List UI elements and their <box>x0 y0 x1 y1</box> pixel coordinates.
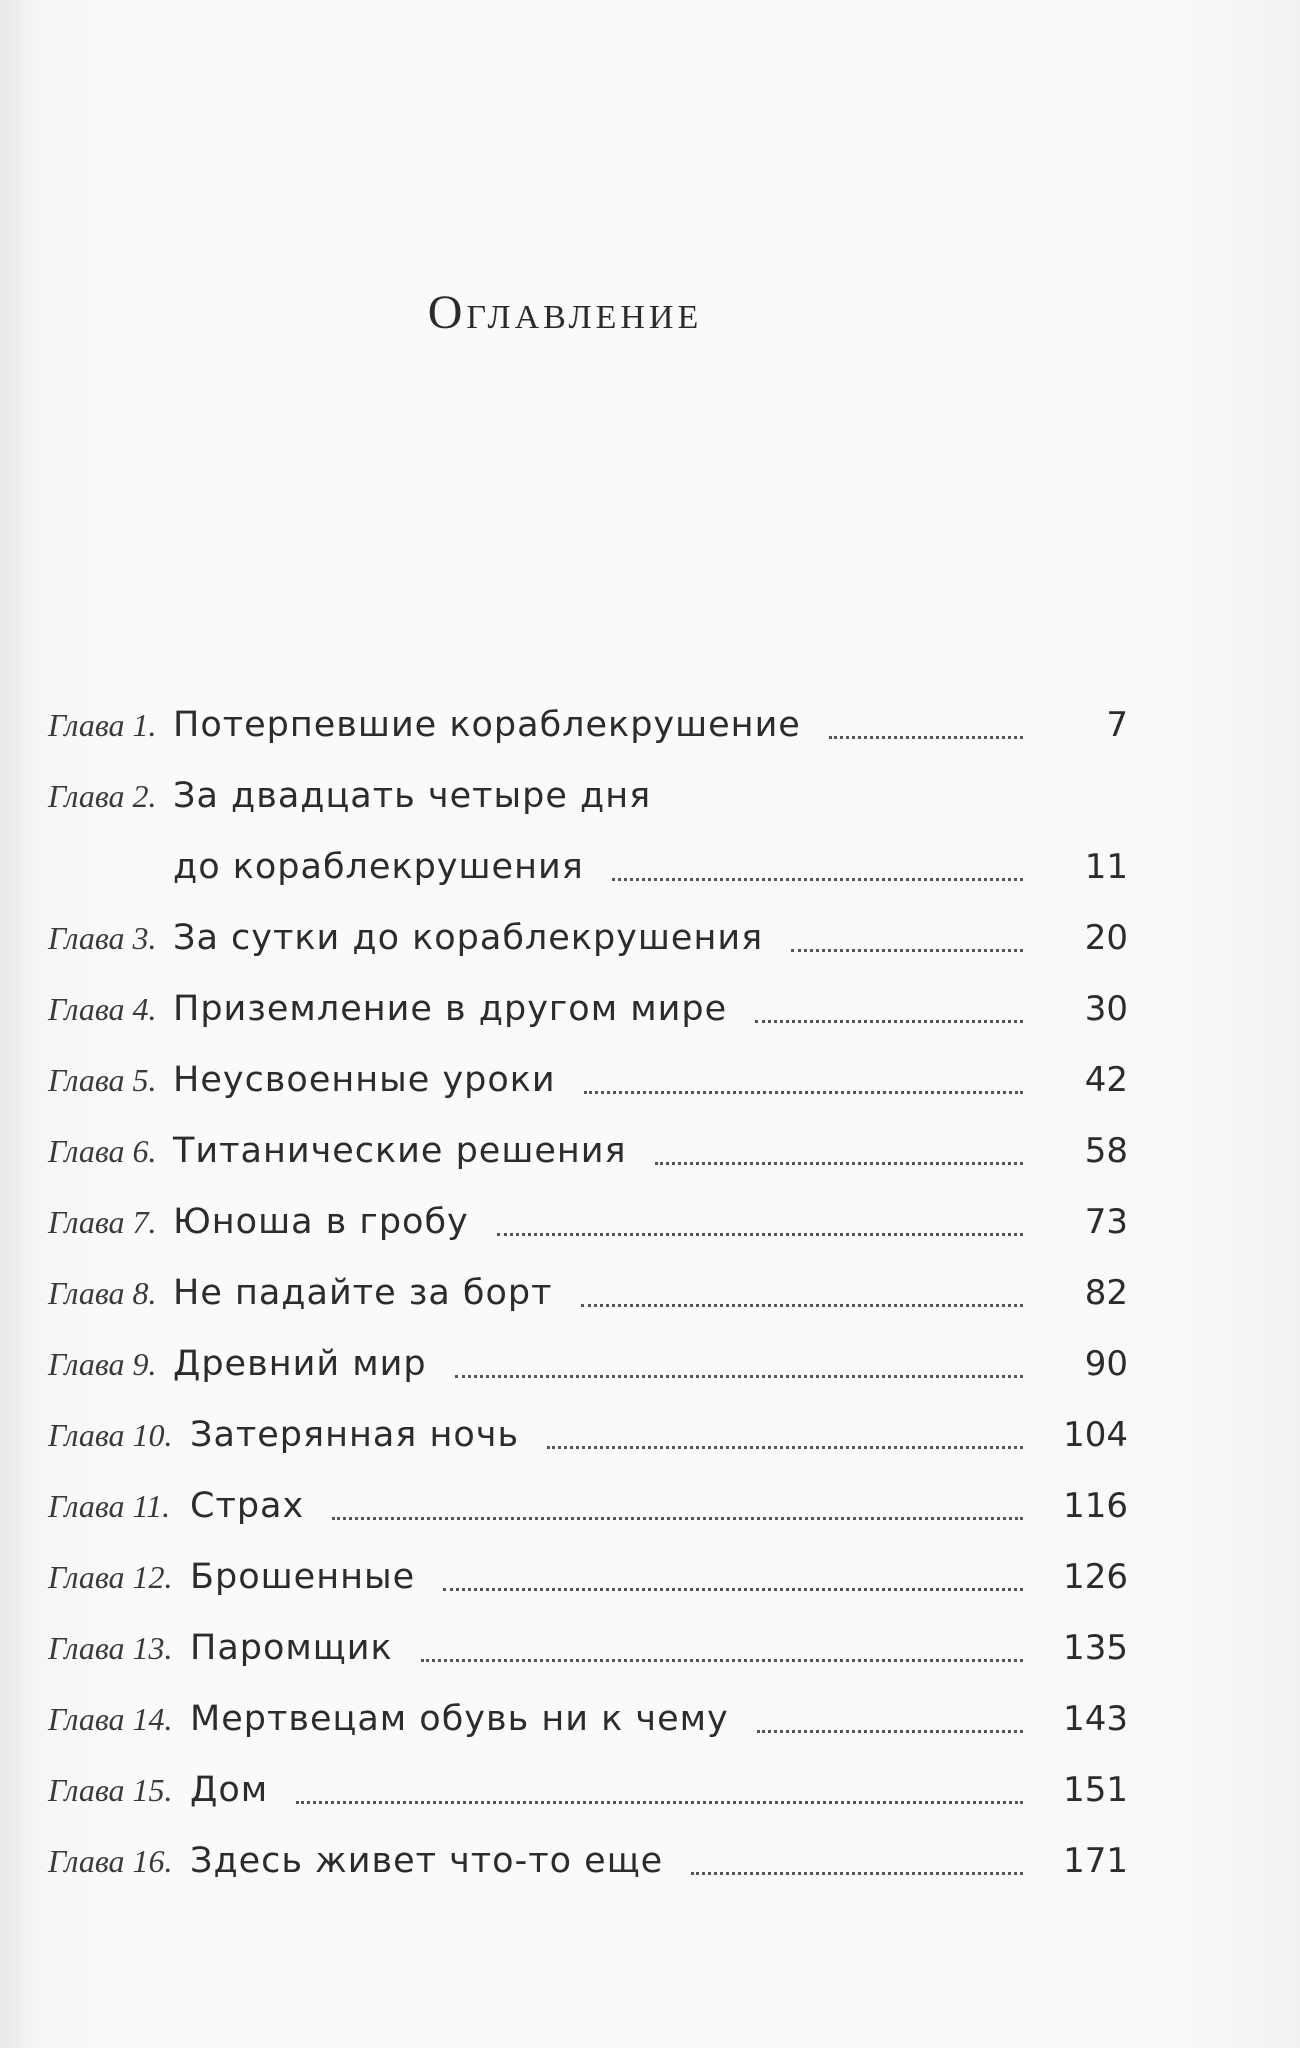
toc-entry <box>48 1542 1128 1613</box>
chapter-title: Титанические решения <box>173 1131 627 1171</box>
toc-entry <box>48 1400 1128 1471</box>
page-number: 58 <box>1084 1131 1128 1171</box>
dot-leader <box>584 1089 1023 1094</box>
chapter-title: Затерянная ночь <box>190 1415 520 1455</box>
chapter-label: Глава 16. <box>48 1843 173 1879</box>
chapter-title: Неусвоенные уроки <box>173 1060 556 1100</box>
chapter-title: Здесь живет что-то еще <box>190 1841 664 1881</box>
chapter-label: Глава 14. <box>48 1701 173 1737</box>
chapter-title: Приземление в другом мире <box>173 989 728 1029</box>
table-of-contents <box>48 690 1128 1897</box>
chapter-label: Глава 5. <box>48 1062 157 1098</box>
toc-entry <box>48 1187 1128 1258</box>
toc-entry <box>48 1684 1128 1755</box>
chapter-label: Глава 11. <box>48 1488 171 1524</box>
page-number: 42 <box>1084 1060 1128 1100</box>
page-number: 135 <box>1063 1628 1128 1668</box>
chapter-label: Глава 15. <box>48 1772 173 1808</box>
chapter-title: Страх <box>190 1486 305 1526</box>
toc-entry <box>48 761 1128 903</box>
dot-leader <box>581 1302 1023 1307</box>
page-number: 11 <box>1084 847 1128 887</box>
chapter-title: Паромщик <box>190 1628 393 1668</box>
page-number: 116 <box>1063 1486 1128 1526</box>
toc-entry <box>48 690 1128 761</box>
chapter-label: Глава 7. <box>48 1204 157 1240</box>
dot-leader <box>791 947 1023 952</box>
toc-entry <box>48 903 1128 974</box>
chapter-title: Юноша в гробу <box>173 1202 469 1242</box>
toc-entry <box>48 1045 1128 1116</box>
page-number: 20 <box>1084 918 1128 958</box>
chapter-label: Глава 9. <box>48 1346 157 1382</box>
chapter-title-continued: до кораблекрушения <box>173 847 584 887</box>
page-title: Оглавление <box>427 286 703 339</box>
page-number: 7 <box>1106 705 1128 745</box>
dot-leader <box>547 1444 1023 1449</box>
page-number: 171 <box>1063 1841 1128 1881</box>
dot-leader <box>497 1231 1023 1236</box>
dot-leader <box>757 1728 1023 1733</box>
page-number: 126 <box>1063 1557 1128 1597</box>
chapter-label: Глава 1. <box>48 707 157 743</box>
chapter-label: Глава 12. <box>48 1559 173 1595</box>
dot-leader <box>421 1657 1023 1662</box>
chapter-title: За двадцать четыре дня <box>173 776 652 816</box>
page-number: 151 <box>1063 1770 1128 1810</box>
toc-entry <box>48 1826 1128 1897</box>
dot-leader <box>296 1799 1023 1804</box>
dot-leader <box>443 1586 1023 1591</box>
chapter-title: Древний мир <box>173 1344 427 1384</box>
dot-leader <box>691 1870 1023 1875</box>
dot-leader <box>829 734 1023 739</box>
page-number: 90 <box>1084 1344 1128 1384</box>
chapter-title: Потерпевшие кораблекрушение <box>173 705 801 745</box>
page-number: 73 <box>1084 1202 1128 1242</box>
toc-entry <box>48 1755 1128 1826</box>
dot-leader <box>655 1160 1023 1165</box>
chapter-title: Мертвецам обувь ни к чему <box>190 1699 729 1739</box>
dot-leader <box>455 1373 1023 1378</box>
chapter-title: Брошенные <box>190 1557 416 1597</box>
toc-entry <box>48 1613 1128 1684</box>
page-number: 143 <box>1063 1699 1128 1739</box>
chapter-label: Глава 6. <box>48 1133 157 1169</box>
toc-entry <box>48 1258 1128 1329</box>
toc-entry <box>48 1329 1128 1400</box>
chapter-title: За сутки до кораблекрушения <box>173 918 764 958</box>
page-number: 104 <box>1063 1415 1128 1455</box>
chapter-label: Глава 13. <box>48 1630 173 1666</box>
chapter-title: Не падайте за борт <box>173 1273 553 1313</box>
chapter-label: Глава 4. <box>48 991 157 1027</box>
chapter-label: Глава 10. <box>48 1417 173 1453</box>
chapter-title: Дом <box>190 1770 269 1810</box>
dot-leader <box>332 1515 1023 1520</box>
chapter-label: Глава 8. <box>48 1275 157 1311</box>
dot-leader <box>755 1018 1023 1023</box>
toc-entry <box>48 1471 1128 1542</box>
dot-leader <box>612 876 1023 881</box>
toc-entry <box>48 974 1128 1045</box>
page-number: 82 <box>1084 1273 1128 1313</box>
chapter-label: Глава 3. <box>48 920 157 956</box>
page-number: 30 <box>1084 989 1128 1029</box>
toc-entry <box>48 1116 1128 1187</box>
chapter-label: Глава 2. <box>48 778 157 814</box>
